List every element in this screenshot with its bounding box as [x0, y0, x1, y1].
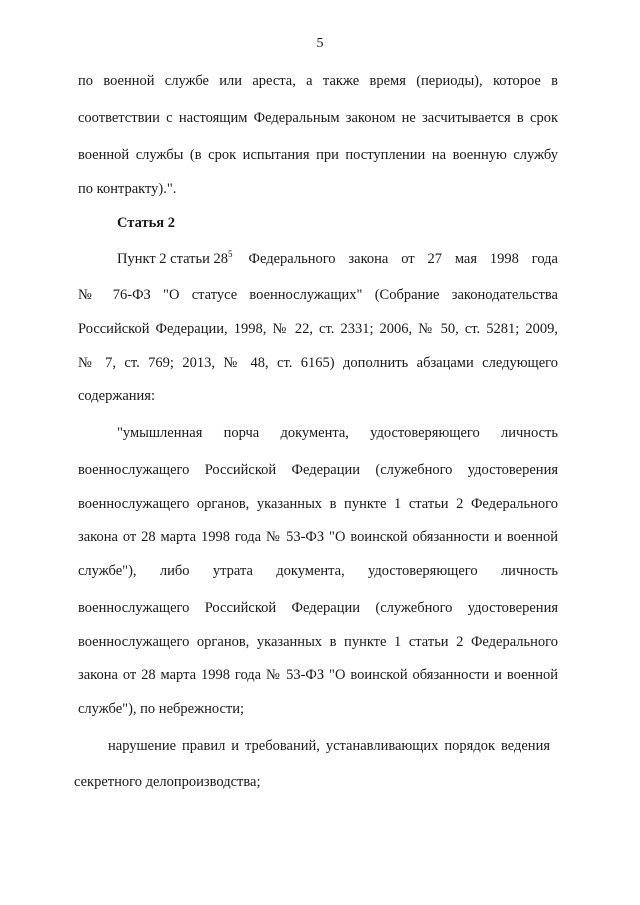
text-line — [78, 109, 558, 127]
text-line-content: секретного делопроизводства; — [74, 774, 261, 790]
text-line-part: Пункт 2 статьи $28^5$ — [117, 249, 233, 267]
text-line-content: службе"), либо утрата документа, удостоверяющего личность — [78, 563, 558, 579]
text-line-content: Российской Федерации, 1998, № 22, ст. 2331; 2006, № 50, ст. 5281; 2009, — [78, 321, 558, 337]
text-line — [78, 387, 558, 405]
text-line — [78, 354, 558, 372]
text-line-content: военной службы (в срок испытания при поступлении на военную службу — [78, 147, 558, 163]
text-line-content: по контракту).". — [78, 181, 177, 197]
text-line — [74, 773, 554, 791]
text-line-content: по военной службе или ареста, а также время (периоды), которое в — [78, 73, 558, 89]
text-line-content: № 7, ст. 769; 2013, № 48, ст. 6165) дополнить абзацами следующего — [78, 355, 558, 371]
text-line — [78, 562, 558, 580]
text-line-content: соответствии с настоящим Федеральным законом не засчитывается в срок — [78, 110, 558, 126]
text-line-content: № 76-ФЗ "О статусе военнослужащих" (Собрание законодательства — [78, 287, 558, 303]
article-heading-text: Статья 2 — [117, 215, 175, 231]
text-line-content: службе"), по небрежности; — [78, 701, 245, 717]
text-line-content: "умышленная порча документа, удостоверяющего личность — [117, 425, 558, 441]
text-line — [78, 599, 558, 617]
text-line-content: военнослужащего Российской Федерации (служебного удостоверения — [78, 600, 558, 616]
text-line — [78, 72, 558, 90]
text-line-content: военнослужащего органов, указанных в пункте 1 статьи 2 Федерального — [78, 496, 558, 512]
text-line — [78, 320, 558, 338]
text-line-content: военнослужащего органов, указанных в пункте 1 статьи 2 Федерального — [78, 634, 558, 650]
text-line — [117, 250, 558, 268]
text-line — [78, 146, 558, 164]
text-line-content: военнослужащего Российской Федерации (служебного удостоверения — [78, 462, 558, 478]
text-line-content: закона от 28 марта 1998 года № 53-ФЗ "О воинской обязанности и военной — [78, 529, 558, 545]
text-line — [78, 286, 558, 304]
text-line-content: закона от 28 марта 1998 года № 53-ФЗ "О воинской обязанности и военной — [78, 667, 558, 683]
text-line — [78, 180, 558, 198]
page-number: 5 — [316, 36, 324, 51]
article-heading — [117, 214, 597, 232]
text-line — [78, 633, 558, 651]
text-line-content: содержания: — [78, 388, 156, 404]
text-line — [78, 528, 558, 546]
text-line — [78, 495, 558, 513]
text-line — [78, 461, 558, 479]
text-line — [78, 666, 558, 684]
text-line-content: нарушение правил и требований, устанавливающих порядок ведения — [108, 738, 550, 754]
text-line-part: Федерального закона от 27 мая 1998 года — [248, 251, 558, 267]
text-line — [78, 700, 558, 718]
superscript: 5 — [228, 249, 233, 259]
text-line — [117, 424, 558, 442]
text-line — [108, 737, 550, 755]
